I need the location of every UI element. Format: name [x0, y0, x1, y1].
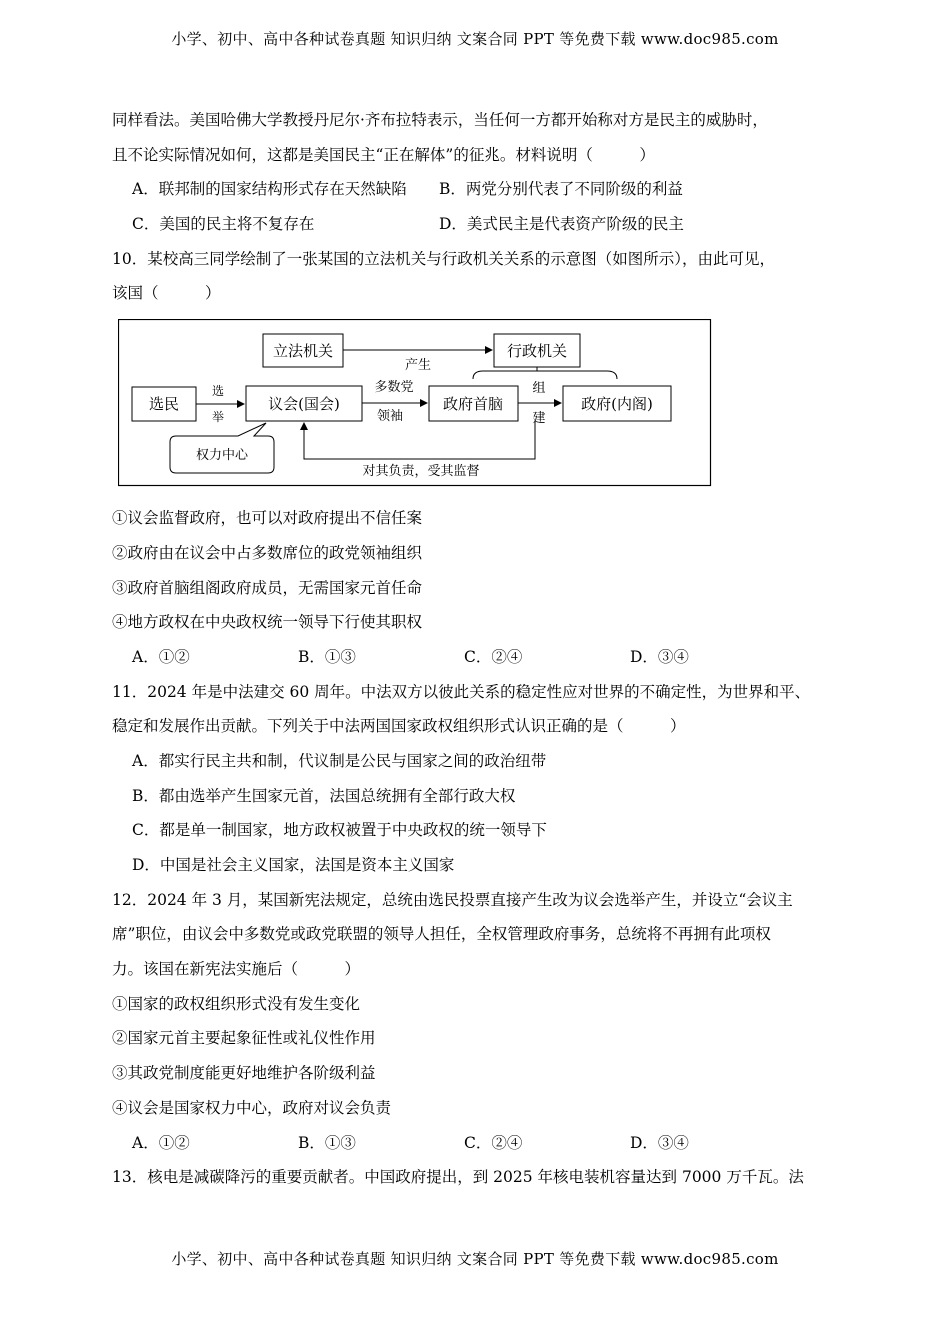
q9-option-a: A．联邦制的国家结构形式存在天然缺陷	[132, 180, 407, 199]
q9-option-b: B．两党分别代表了不同阶级的利益	[439, 180, 683, 199]
q10-option-c: C．②④	[464, 647, 523, 666]
legislature-label: 立法机关	[272, 342, 334, 361]
q12-statement-3: ③其政党制度能更好地维护各阶级利益	[112, 1064, 376, 1083]
q10-statement-2: ②政府由在议会中占多数席位的政党领袖组织	[112, 543, 423, 562]
head-of-government-label: 政府首脑	[442, 395, 504, 414]
page-header: 小学、初中、高中各种试卷真题 知识归纳 文案合同 PPT 等免费下载 www.doc985.com	[171, 30, 779, 48]
power-center-label: 权力中心	[195, 448, 249, 464]
responsible-label: 对其负责，受其监督	[362, 464, 480, 480]
produce-label: 产生	[404, 358, 432, 374]
q9-options-row-1	[112, 172, 842, 207]
form-label-2: 建	[532, 411, 546, 427]
q11-option-b: B．都由选举产生国家元首，法国总统拥有全部行政大权	[132, 786, 516, 805]
q12-statement-1: ①国家的政权组织形式没有发生变化	[112, 994, 361, 1013]
q10-option-d: D．③④	[630, 647, 689, 666]
q9-line-2: 且不论实际情况如何，这都是美国民主“正在解体”的征兆。材料说明（ ）	[112, 145, 655, 164]
q10-statement-3: ③政府首脑组阁政府成员，无需国家元首任命	[112, 578, 423, 597]
q9-line-1: 同样看法。美国哈佛大学教授丹尼尔·齐布拉特表示，当任何一方都开始称对方是民主的威胁时，	[112, 111, 768, 129]
page-footer: 小学、初中、高中各种试卷真题 知识归纳 文案合同 PPT 等免费下载 www.doc985.com	[171, 1250, 779, 1268]
q12-option-a: A．①②	[132, 1133, 190, 1152]
q11-option-a: A．都实行民主共和制，代议制是公民与国家之间的政治纽带	[132, 751, 547, 770]
leads-label: 领袖	[376, 409, 404, 425]
q13-line-1: 13．核电是减碳降污的重要贡献者。中国政府提出，到 2025 年核电装机容量达到 7000 万千瓦。法	[112, 1168, 804, 1187]
q10-line-2: 该国（ ）	[112, 284, 221, 303]
q11-line-2: 稳定和发展作出贡献。下列关于中法两国国家政权组织形式认识正确的是（ ）	[112, 717, 686, 736]
arrow-responsible	[304, 421, 535, 459]
cabinet-label: 政府(内阁)	[581, 395, 653, 414]
power-structure-diagram	[118, 319, 712, 487]
q10-options-row	[112, 640, 842, 675]
form-label-1: 组	[532, 381, 546, 397]
q12-line-3: 力。该国在新宪法实施后（ ）	[112, 960, 361, 979]
elect-label-1: 选	[211, 384, 225, 399]
q12-option-b: B．①③	[298, 1133, 356, 1152]
executive-label: 行政机关	[506, 342, 568, 361]
q11-option-c: C．都是单一制国家，地方政权被置于中央政权的统一领导下	[132, 821, 547, 840]
q12-line-2: 席”职位，由议会中多数党或政党联盟的领导人担任，全权管理政府事务，总统将不再拥有此项权	[112, 925, 771, 944]
q10-option-a: A．①②	[132, 647, 190, 666]
q9-option-c: C．美国的民主将不复存在	[132, 215, 315, 234]
q12-options-row	[112, 1126, 842, 1161]
document-body	[112, 103, 842, 1195]
q11-option-d: D．中国是社会主义国家，法国是资本主义国家	[132, 856, 455, 874]
voters-label: 选民	[148, 395, 180, 414]
q10-statement-1: ①议会监督政府，也可以对政府提出不信任案	[112, 509, 423, 528]
elect-label-2: 举	[211, 410, 225, 425]
q10-line-1: 10．某校高三同学绘制了一张某国的立法机关与行政机关关系的示意图（如图所示），由此可见，	[112, 249, 775, 268]
q12-line-1: 12．2024 年 3 月，某国新宪法规定，总统由选民投票直接产生改为议会选举产生，并设立“会议主	[112, 890, 793, 909]
q10-statement-4: ④地方政权在中央政权统一领导下行使其职权	[112, 613, 423, 632]
q9-options-row-2	[112, 207, 842, 242]
q12-statement-4: ④议会是国家权力中心，政府对议会负责	[112, 1098, 392, 1117]
q12-option-c: C．②④	[464, 1133, 523, 1152]
executive-bracket	[473, 371, 617, 379]
q12-statement-2: ②国家元首主要起象征性或礼仪性作用	[112, 1029, 376, 1048]
parliament-label: 议会(国会)	[268, 395, 340, 414]
q9-option-d: D．美式民主是代表资产阶级的民主	[439, 215, 684, 234]
q10-option-b: B．①③	[298, 647, 356, 666]
q10-diagram	[112, 311, 842, 501]
majority-party-label: 多数党	[374, 380, 414, 396]
q12-option-d: D．③④	[630, 1133, 689, 1152]
q11-line-1: 11．2024 年是中法建交 60 周年。中法双方以彼此关系的稳定性应对世界的不确定性，为世界和平、	[112, 682, 811, 701]
